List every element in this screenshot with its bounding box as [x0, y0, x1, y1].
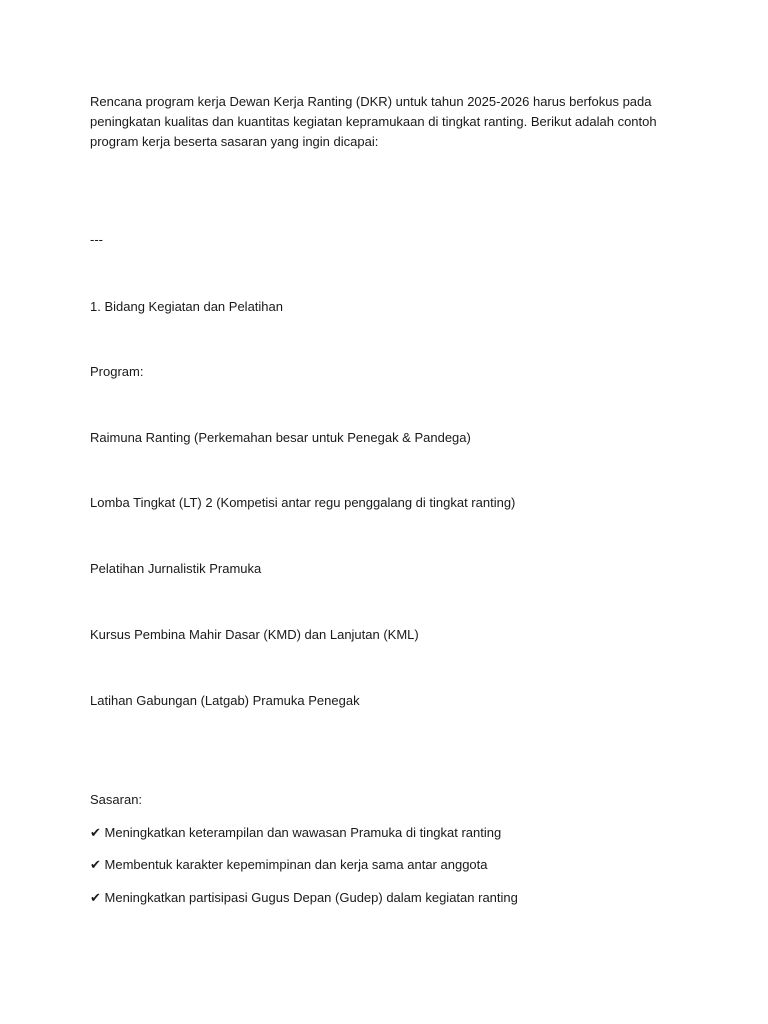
sasaran-item: ✔ Meningkatkan partisipasi Gugus Depan (Gudep) dalam kegiatan ranting — [90, 890, 518, 905]
section-heading: 1. Bidang Kegiatan dan Pelatihan — [90, 299, 283, 314]
program-item: Latihan Gabungan (Latgab) Pramuka Penegak — [90, 693, 360, 708]
program-item: Kursus Pembina Mahir Dasar (KMD) dan Lanjutan (KML) — [90, 627, 419, 642]
program-label: Program: — [90, 364, 144, 379]
program-item: Raimuna Ranting (Perkemahan besar untuk Penegak & Pandega) — [90, 430, 471, 445]
separator: --- — [90, 232, 103, 247]
program-item: Lomba Tingkat (LT) 2 (Kompetisi antar regu penggalang di tingkat ranting) — [90, 495, 516, 510]
sasaran-item: ✔ Membentuk karakter kepemimpinan dan kerja sama antar anggota — [90, 857, 488, 872]
sasaran-label: Sasaran: — [90, 792, 143, 807]
intro-paragraph: Rencana program kerja Dewan Kerja Ranting (DKR) untuk tahun 2025-2026 harus berfokus pada peningkatan kualitas dan kuantitas kegiatan kepramukaan di tingkat ranting. Berikut adalah contoh program kerja beserta sasaran yang ingin dicapai: — [90, 94, 657, 149]
sasaran-item: ✔ Meningkatkan keterampilan dan wawasan Pramuka di tingkat ranting — [90, 825, 502, 840]
program-item: Pelatihan Jurnalistik Pramuka — [90, 561, 262, 576]
